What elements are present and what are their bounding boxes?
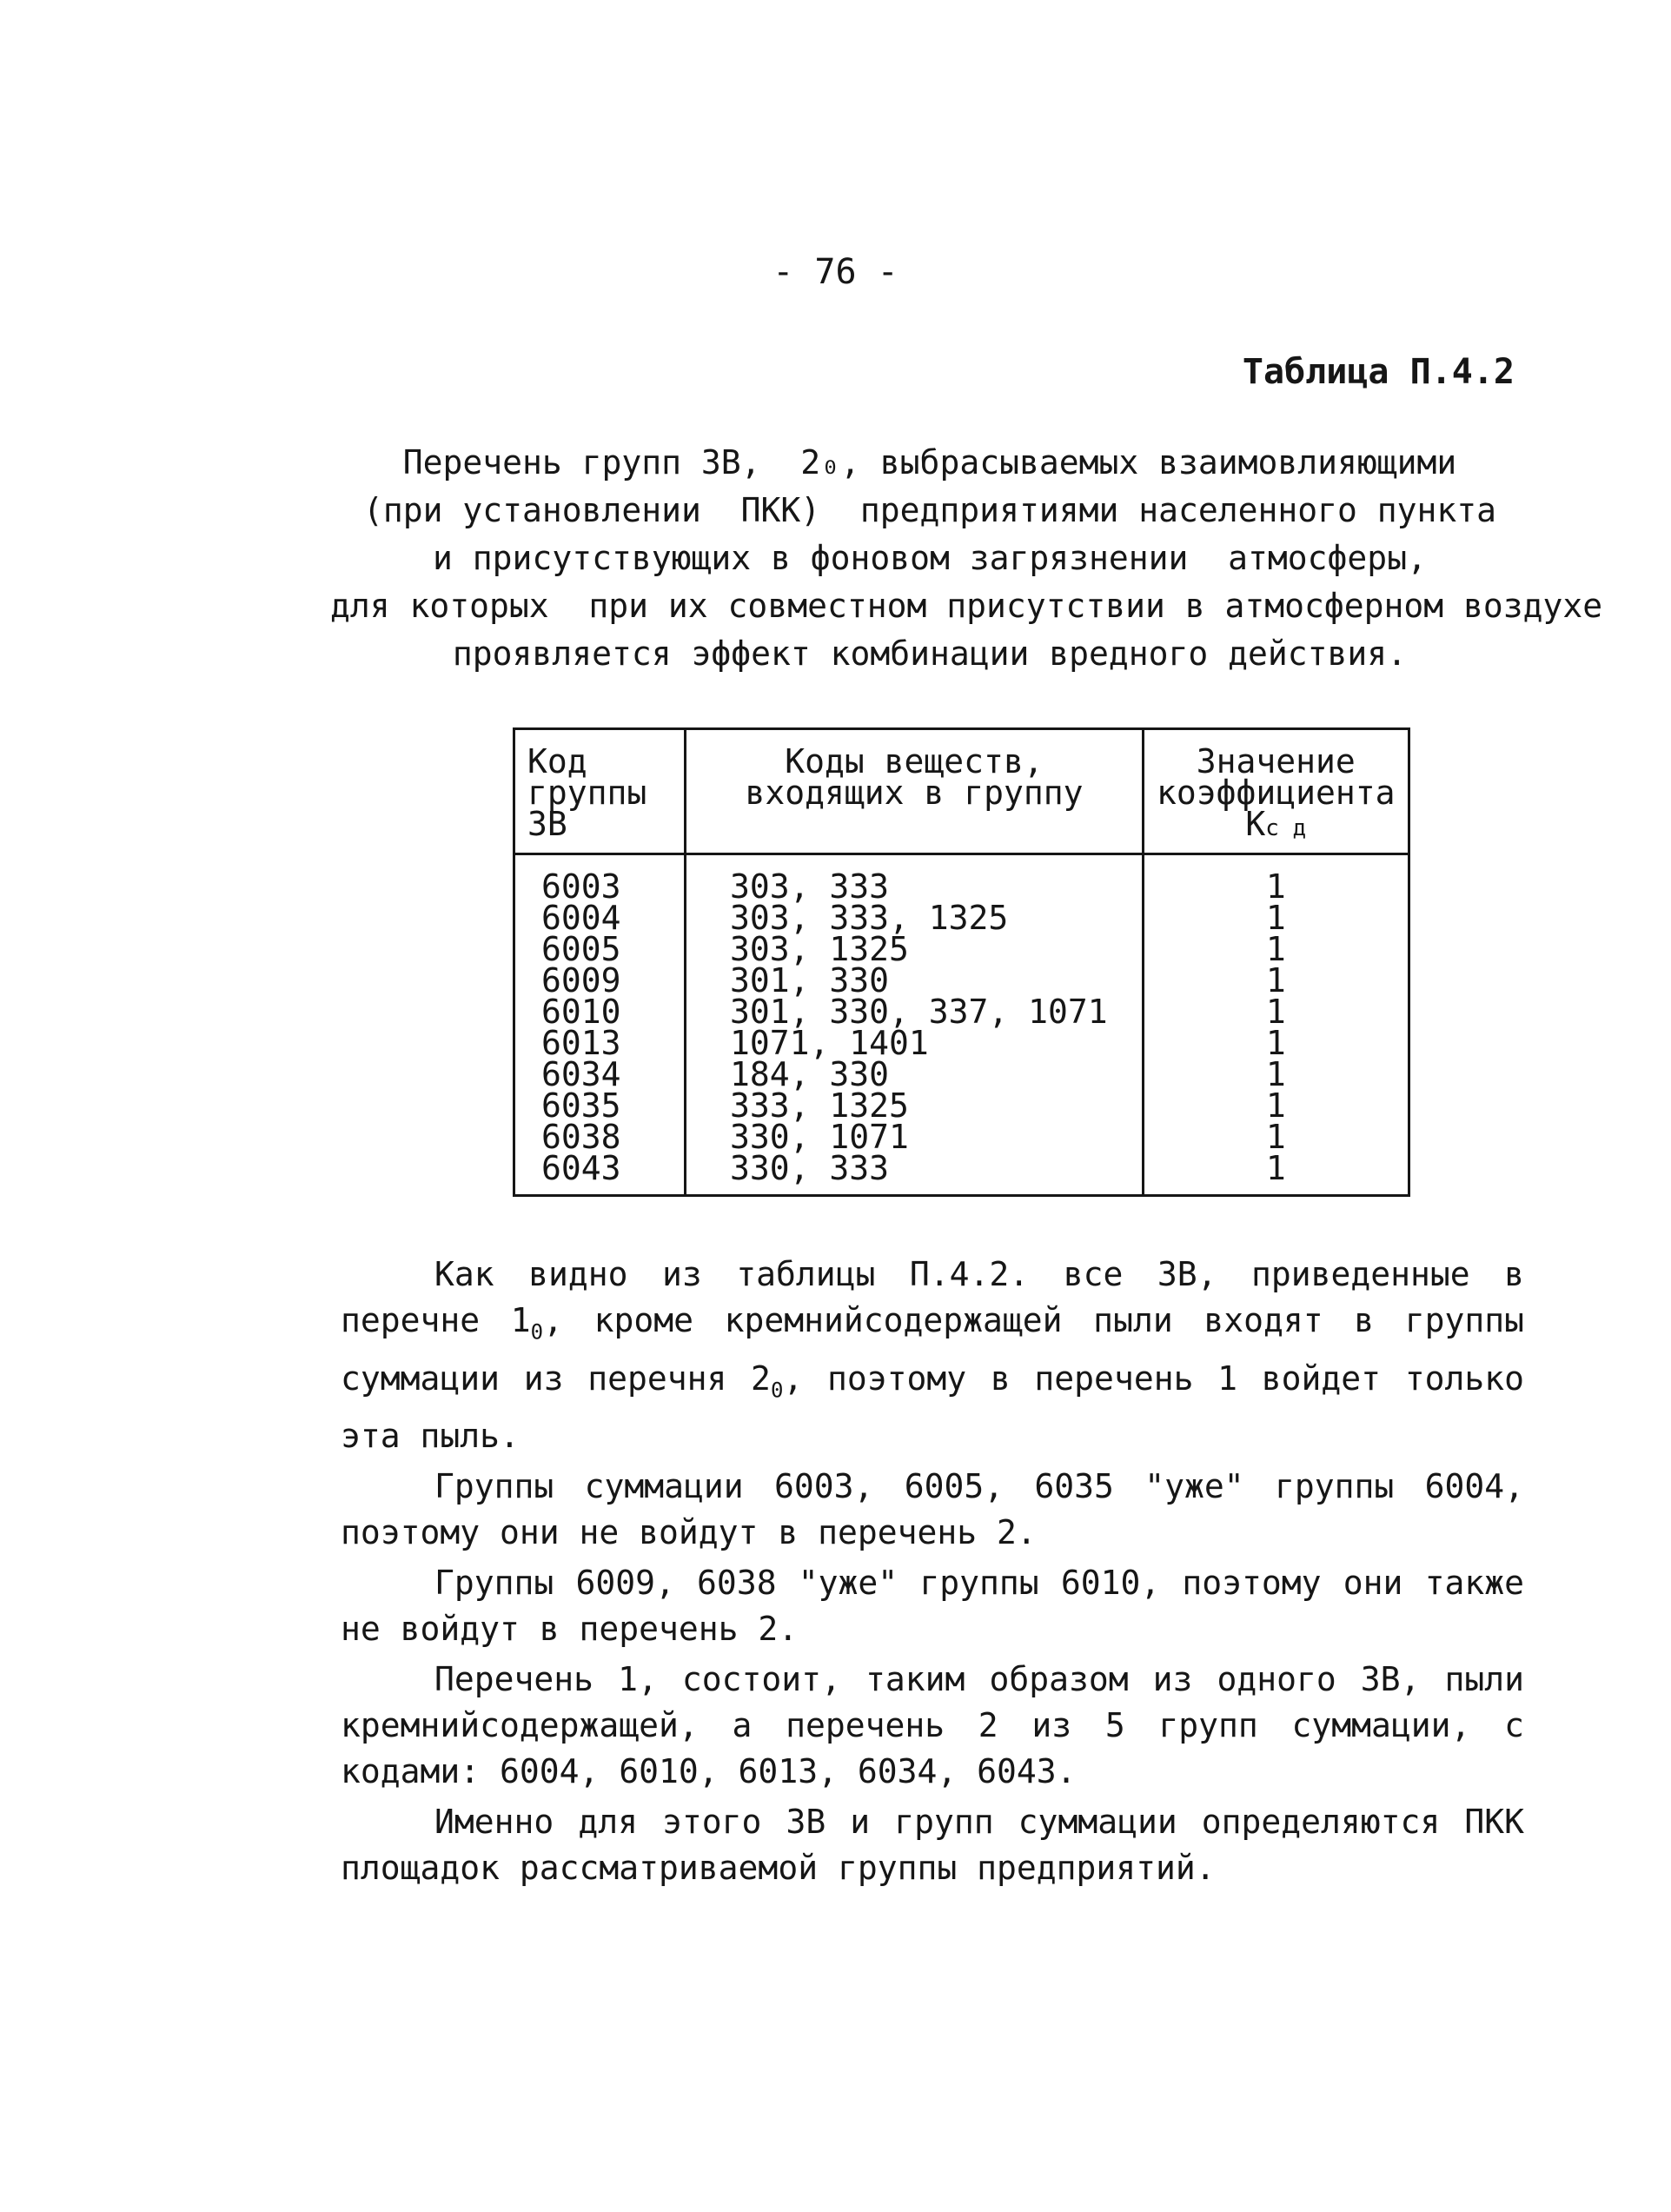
cell-coefficient: 1 [1144, 965, 1409, 996]
paragraph-text: , кроме кремнийсодержащей пыли входят в группы суммации из перечня 2 [341, 1301, 1524, 1398]
table-reference: Таблица П.4.2 [1242, 352, 1515, 392]
cell-coefficient: 1 [1144, 996, 1409, 1027]
cell-coefficient: 1 [1144, 1090, 1409, 1121]
table-row [514, 965, 1409, 996]
cell-substance-codes: 330, 1071 [686, 1121, 1144, 1152]
paragraph: Группы суммации 6003, 6005, 6035 "уже" группы 6004, поэтому они не войдут в перечень 2. [341, 1467, 1524, 1552]
paragraph: Группы 6009, 6038 "уже" группы 6010, поэтому они также не войдут в перечень 2. [341, 1564, 1524, 1649]
cell-group-code: 6043 [514, 1152, 686, 1196]
table-row [514, 854, 1409, 903]
paragraph: Перечень 1, состоит, таким образом из одного ЗВ, пыли кремнийсодержащей, а перечень 2 из 5 групп суммации, с кодами: 6004, 6010, 6013, 6034, 6043. [341, 1660, 1524, 1791]
title-line: (при установлении ПКК) предприятиями населенного пункта [362, 491, 1497, 529]
paragraph [341, 1252, 1524, 1459]
cell-substance-codes: 303, 1325 [686, 933, 1144, 965]
table-row [514, 1059, 1409, 1090]
header-coefficient-label: Значение коэффициента [1157, 742, 1396, 812]
cell-coefficient: 1 [1144, 902, 1409, 933]
substance-groups-table [513, 727, 1410, 1197]
cell-substance-codes: 303, 333, 1325 [686, 902, 1144, 933]
cell-coefficient: 1 [1144, 933, 1409, 965]
table-header-row [514, 729, 1409, 854]
cell-group-code: 6003 [514, 854, 686, 903]
table-row [514, 1152, 1409, 1196]
table-row [514, 1121, 1409, 1152]
cell-group-code: 6034 [514, 1059, 686, 1090]
cell-substance-codes: 301, 330 [686, 965, 1144, 996]
cell-group-code: 6004 [514, 902, 686, 933]
cell-substance-codes: 303, 333 [686, 854, 1144, 903]
cell-group-code: 6005 [514, 933, 686, 965]
cell-coefficient: 1 [1144, 854, 1409, 903]
cell-group-code: 6010 [514, 996, 686, 1027]
page-number: - 76 - [773, 252, 898, 292]
subscript: 0 [530, 1319, 544, 1345]
title-line: для которых при их совместном присутствии в атмосферном воздухе [330, 587, 1603, 625]
paragraph-text: , поэтому в перечень 1 войдет только эта пыль. [341, 1358, 1524, 1456]
cell-substance-codes: 1071, 1401 [686, 1027, 1144, 1059]
k-symbol: К [1245, 805, 1266, 843]
cell-substance-codes: 184, 330 [686, 1059, 1144, 1090]
table-row [514, 1090, 1409, 1121]
paragraph-text: Как видно из таблицы П.4.2. все ЗВ, приведенные в перечне 1 [341, 1255, 1524, 1339]
k-subscript: с д [1265, 815, 1307, 841]
cell-coefficient: 1 [1144, 1121, 1409, 1152]
table-row [514, 1027, 1409, 1059]
cell-group-code: 6009 [514, 965, 686, 996]
table-row [514, 996, 1409, 1027]
paragraph: Именно для этого ЗВ и групп суммации определяются ПКК площадок рассматриваемой группы предприятий. [341, 1803, 1524, 1888]
cell-group-code: 6035 [514, 1090, 686, 1121]
title-line: проявляется эффект комбинации вредного действия. [452, 634, 1408, 673]
table-row [514, 902, 1409, 933]
header-group-code: Код группы ЗВ [514, 729, 686, 854]
cell-substance-codes: 330, 333 [686, 1152, 1144, 1196]
table-title [330, 439, 1603, 678]
cell-coefficient: 1 [1144, 1059, 1409, 1090]
cell-coefficient: 1 [1144, 1027, 1409, 1059]
header-coefficient [1144, 729, 1409, 854]
table-row [514, 933, 1409, 965]
cell-substance-codes: 333, 1325 [686, 1090, 1144, 1121]
subscript: 0 [770, 1378, 784, 1403]
cell-substance-codes: 301, 330, 337, 1071 [686, 996, 1144, 1027]
cell-coefficient: 1 [1144, 1152, 1409, 1196]
header-substance-codes: Коды веществ, входящих в группу [686, 729, 1144, 854]
cell-group-code: 6038 [514, 1121, 686, 1152]
body-text [341, 1252, 1524, 1891]
title-line: Перечень групп ЗВ, 2₀, выбрасываемых взаимовлияющими [402, 443, 1457, 482]
cell-group-code: 6013 [514, 1027, 686, 1059]
title-line: и присутствующих в фоновом загрязнении атмосферы, [433, 539, 1427, 577]
